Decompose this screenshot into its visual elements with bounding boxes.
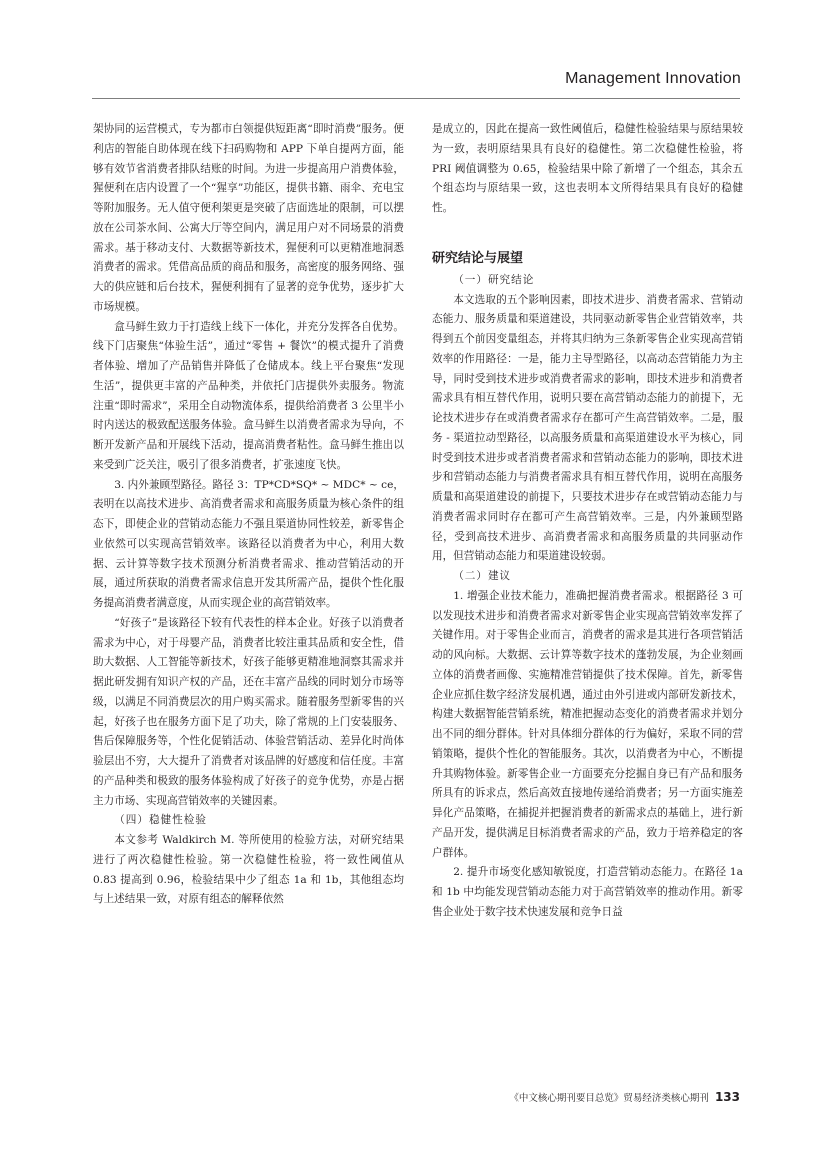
paragraph: 盒马鲜生致力于打造线上线下一体化，并充分发挥各自优势。线下门店聚焦“体验生活”，通过“零售 + 餐饮”的模式提升了消费者体验、增加了产品销售并降低了仓储成本。线上平台聚焦“发现生活”，提供更丰富的产品种类，并依托门店提供外卖服务。物流注重“即时需求”，采用全自动物流体系，提供给消费者 3 公里半小时内送达的极致配送服务体验。盒马鲜生以消费者需求为导向，不断开发新产品和开展线下活动，提高消费者粘性。盒马鲜生推出以来受到广泛关注，吸引了很多消费者，扩张速度飞快。 — [93, 320, 404, 471]
running-header-title: Management Innovation — [565, 70, 741, 87]
left-column — [93, 120, 404, 910]
subsection-heading: （二）建议 — [453, 570, 512, 582]
header-rule — [92, 98, 740, 99]
paragraph: 1. 增强企业技术能力，准确把握消费者需求。根据路径 3 可以发现技术进步和消费者需求对新零售企业实现高营销效率发挥了关键作用。对于零售企业而言，消费者的需求是其进行各项营销活动的风向标。大数据、云计算等数字技术的蓬勃发展，为企业刻画立体的消费者画像、实施精准营销提供了技术保障。首先，新零售企业应抓住数字经济发展机遇，通过由外引进或内部研发新技术，构建大数据智能营销系统，精准把握动态变化的消费者需求并划分出不同的细分群体。针对具体细分群体的行为偏好，采取不同的营销策略，提供个性化的智能服务。其次，以消费者为中心，不断提升其购物体验。新零售企业一方面要充分挖掘自身已有产品和服务所具有的诉求点，然后高效直接地传递给消费者；另一方面实施差异化产品策略，在捕捉并把握消费者的新需求点的基础上，进行新产品开发，提供满足目标消费者需求的产品，致力于培养稳定的客户群体。 — [432, 589, 743, 859]
right-column — [432, 120, 743, 923]
page-footer — [509, 1090, 740, 1104]
journal-name: 《中文核心期刊要目总览》贸易经济类核心期刊 — [509, 1093, 709, 1104]
subsection-heading: （一）研究结论 — [453, 273, 535, 286]
paragraph: 2. 提升市场变化感知敏锐度，打造营销动态能力。在路径 1a 和 1b 中均能发现营销动态能力对于高营销效率的推动作用。新零售企业处于数字技术快速发展和竞争日益 — [432, 866, 743, 918]
paragraph: 本文参考 Waldkirch M. 等所使用的检验方法，对研究结果进行了两次稳健性检验。第一次稳健性检验，将一致性阈值从 0.83 提高到 0.96，检验结果中少了组态 1a 和 1b，其他组态均与上述结果一致，对原有组态的解释依然 — [93, 834, 404, 906]
section-title: 研究结论与展望 — [432, 250, 524, 266]
paragraph: “好孩子”是该路径下较有代表性的样本企业。好孩子以消费者需求为中心，对于母婴产品，消费者比较注重其品质和安全性，借助大数据、人工智能等新技术，好孩子能够更精准地洞察其需求并据此研发拥有知识产权的产品，还在丰富产品线的同时划分市场等级，以满足不同消费层次的用户购买需求。随着服务型新零售的兴起，好孩子也在服务方面下足了功夫，除了常规的上门安装服务、售后保障服务等，个性化促销活动、体验营销活动、差异化时尚体验层出不穷，大大提升了消费者对该品牌的好感度和信任度。丰富的产品种类和极致的服务体验构成了好孩子的竞争优势，亦是占据主力市场、实现高营销效率的关键因素。 — [93, 616, 404, 807]
paragraph: 本文选取的五个影响因素，即技术进步、消费者需求、营销动态能力、服务质量和渠道建设，共同驱动新零售企业营销效率，共得到五个前因变量组态，并将其归纳为三条新零售企业实现高营销效率的作用路径：一是，能力主导型路径，以高动态营销能力为主导，同时受到技术进步或消费者需求的影响，即技术进步和消费者需求具有相互替代作用，说明只要在高营销动态能力的前提下，无论技术进步存在或消费者需求存在都可产生高营销效率。二是，服务 - 渠道拉动型路径，以高服务质量和高渠道建设水平为核心，同时受到技术进步或者消费者需求和营销动态能力的影响，即技术进步和营销动态能力与消费者需求具有相互替代作用，说明在高服务质量和高渠道建设的前提下，只要技术进步存在或营销动态能力与消费者需求同时存在都可产生高营销效率。三是，内外兼顾型路径，受到高技术进步、高消费者需求和高服务质量的共同驱动作用，但营销动态能力和渠道建设较弱。 — [432, 293, 743, 563]
paragraph: 架协同的运营模式，专为都市白领提供短距离“即时消费”服务。便利店的智能自助体现在线下扫码购物和 APP 下单自提两方面，能够有效节省消费者排队结账的时间。为进一步提高用户消费体验，猩便利在店内设置了一个“猩享”功能区，提供书籍、雨伞、充电宝等附加服务。无人值守便利架更是突破了店面选址的限制，可以摆放在公司茶水间、公寓大厅等空间内，满足用户对不同场景的消费需求。基于移动支付、大数据等新技术，猩便利可以更精准地洞悉消费者的需求。凭借高品质的商品和服务，高密度的服务网络、强大的供应链和后台技术，猩便利拥有了显著的竞争优势，逐步扩大市场规模。 — [93, 123, 404, 313]
page-number: 133 — [714, 1090, 740, 1104]
paragraph: 3. 内外兼顾型路径。路径 3：TP*CD*SQ* ~ MDC* ~ ce，表明在以高技术进步、高消费者需求和高服务质量为核心条件的组态下，即使企业的营销动态能力不强且渠道协同性较差，新零售企业依然可以实现高营销效率。该路径以消费者为中心，利用大数据、云计算等数字技术预测分析消费者需求、推动营销活动的开展，通过所获取的消费者需求信息开发其所需产品，提供个性化服务提高消费者满意度，从而实现企业的高营销效率。 — [93, 478, 404, 609]
subsection-heading: （四）稳健性检验 — [114, 814, 207, 827]
paragraph: 是成立的，因此在提高一致性阈值后，稳健性检验结果与原结果较为一致，表明原结果具有良好的稳健性。第二次稳健性检验，将 PRI 阈值调整为 0.65，检验结果中除了新增了一个组态，其余五个组态均与原结果一致，这也表明本文所得结果具有良好的稳健性。 — [432, 123, 743, 214]
